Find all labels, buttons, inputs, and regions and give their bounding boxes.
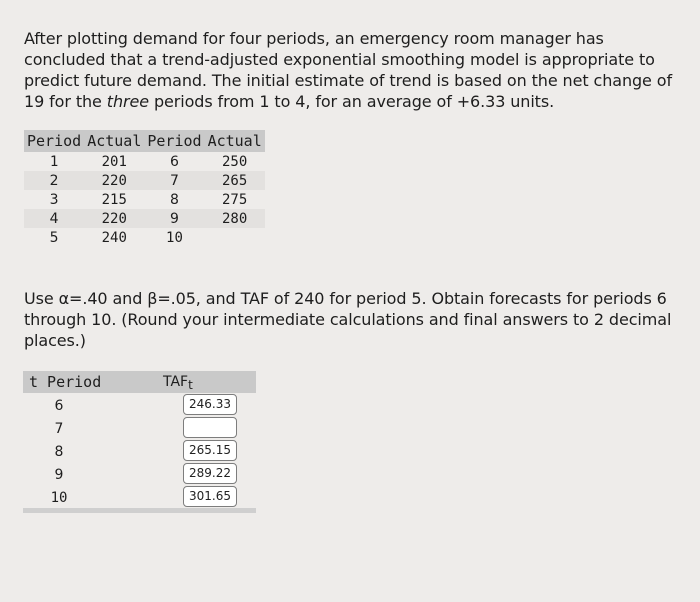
answer-row — [23, 462, 256, 485]
actual-cell: 220 — [84, 209, 144, 228]
header-taf-label: TAF — [163, 374, 189, 390]
actual-cell: 201 — [101, 153, 127, 170]
intro-text-end: periods from 1 to 4, for an average of +6.33 units. — [148, 92, 555, 111]
table-row — [24, 171, 265, 190]
actual-cell: 275 — [222, 191, 248, 208]
problem-instructions: Use α=.40 and β=.05, and TAF of 240 for period 5. Obtain forecasts for periods 6 through 10. (Round your intermediate calculations and final answers to 2 decimal places.) — [24, 289, 672, 350]
period-cell: 6 — [170, 153, 179, 170]
header-actual: Actual — [205, 130, 265, 152]
period-cell: 3 — [49, 191, 59, 208]
period-cell: 10 — [166, 229, 183, 246]
header-period: Period — [144, 130, 204, 152]
table-row — [24, 190, 265, 209]
actual-cell — [205, 228, 265, 247]
header-t-period: t Period — [29, 373, 102, 391]
actual-cell: 250 — [222, 153, 248, 170]
header-period: Period — [24, 130, 84, 152]
intro-text: After plotting demand for four periods, an emergency room manager has concluded that a trend-adjusted exponential smoothing model is appropriate to predict future demand. The initial estimate of trend is based on the net change of 19 for the — [24, 29, 672, 111]
actual-cell: 240 — [101, 229, 127, 246]
taf-input[interactable] — [183, 417, 237, 438]
taf-input[interactable]: 301.65 — [183, 486, 237, 507]
forecast-answer-table — [23, 371, 256, 513]
header-taf-subscript: t — [188, 378, 193, 392]
taf-input[interactable]: 289.22 — [183, 463, 237, 484]
period-cell: 8 — [170, 191, 179, 208]
table-row — [24, 209, 265, 228]
answer-period: 10 — [50, 489, 68, 506]
answer-row — [23, 439, 256, 462]
table-row — [24, 152, 265, 171]
taf-input[interactable]: 265.15 — [183, 440, 237, 461]
answer-row — [23, 485, 256, 508]
header-actual: Actual — [84, 130, 144, 152]
answer-period: 9 — [54, 466, 64, 483]
period-cell: 7 — [144, 171, 204, 190]
intro-italic: three — [106, 92, 149, 111]
period-cell: 2 — [24, 171, 84, 190]
actual-cell: 280 — [205, 209, 265, 228]
answer-row — [23, 416, 256, 439]
table-row — [24, 228, 265, 247]
answer-period: 7 — [54, 420, 64, 437]
demand-data-table — [24, 130, 265, 247]
actual-cell: 215 — [101, 191, 127, 208]
answer-period: 6 — [54, 397, 64, 414]
answer-period: 8 — [54, 443, 64, 460]
answer-table-header — [23, 371, 256, 393]
period-cell: 5 — [49, 229, 59, 246]
problem-intro — [24, 28, 684, 112]
actual-cell: 265 — [205, 171, 265, 190]
period-cell: 9 — [144, 209, 204, 228]
actual-cell: 220 — [84, 171, 144, 190]
data-table-header — [24, 130, 265, 152]
period-cell: 1 — [49, 153, 59, 170]
header-taf — [109, 371, 193, 393]
taf-input[interactable]: 246.33 — [183, 394, 237, 415]
period-cell: 4 — [24, 209, 84, 228]
answer-row — [23, 393, 256, 416]
